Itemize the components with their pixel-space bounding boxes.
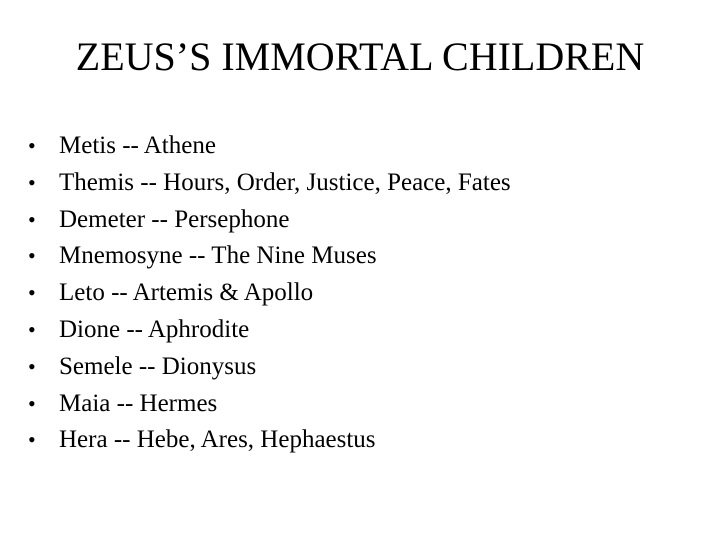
list-item-text: Maia -- Hermes bbox=[59, 389, 218, 417]
list-item-text: Semele -- Dionysus bbox=[59, 352, 257, 380]
bullet-icon: • bbox=[28, 316, 36, 342]
bullet-icon: • bbox=[28, 353, 36, 379]
list-item-text: Hera -- Hebe, Ares, Hephaestus bbox=[59, 426, 376, 454]
list-item-text: Metis -- Athene bbox=[59, 132, 216, 159]
list-item-text: Themis -- Hours, Order, Justice, Peace, Fates bbox=[59, 168, 511, 196]
bullet-icon: • bbox=[28, 206, 36, 232]
bullet-icon: • bbox=[28, 390, 36, 416]
list-item-text: Leto -- Artemis & Apollo bbox=[59, 279, 314, 307]
list-item-text: Demeter -- Persephone bbox=[59, 205, 290, 233]
bullet-icon: • bbox=[28, 243, 36, 269]
bullet-icon: • bbox=[28, 280, 36, 306]
slide-title: ZEUS’S IMMORTAL CHILDREN bbox=[75, 34, 645, 79]
list-item-text: Dione -- Aphrodite bbox=[59, 315, 250, 343]
list-item-text: Mnemosyne -- The Nine Muses bbox=[59, 242, 377, 270]
bullet-icon: • bbox=[28, 133, 36, 158]
bullet-icon: • bbox=[28, 169, 36, 195]
bullet-icon: • bbox=[28, 427, 36, 453]
